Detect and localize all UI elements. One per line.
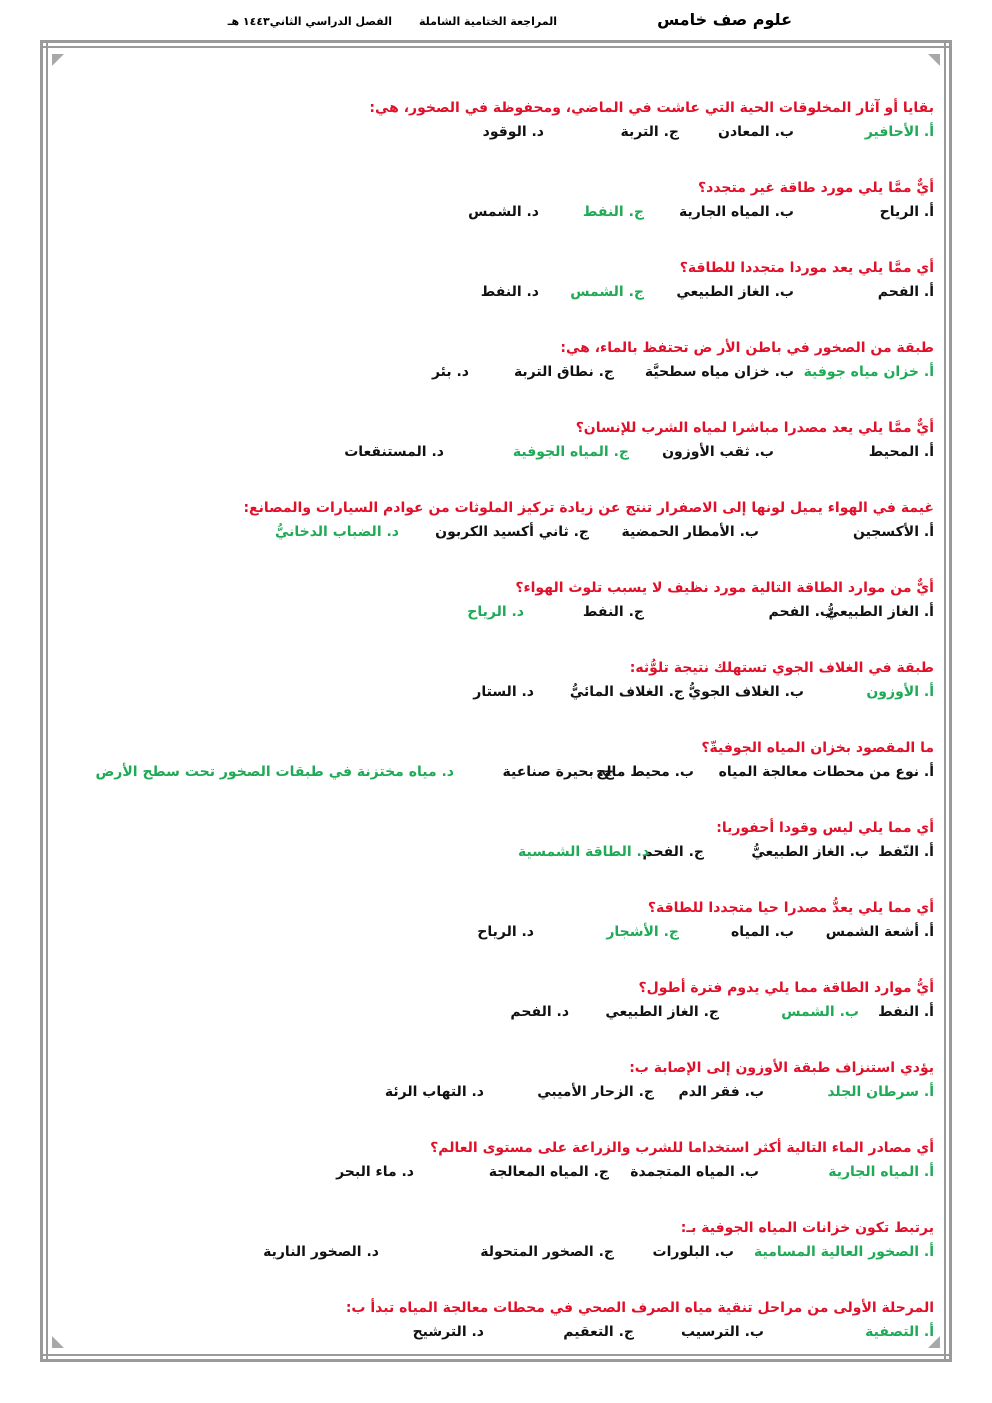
answer-option: د. الستار — [473, 684, 534, 700]
question-item — [54, 340, 934, 420]
correct-answer-option: ج. الأشجار — [606, 924, 679, 940]
question-list — [54, 100, 934, 1380]
answer-option: ب. الأمطار الحمضية — [621, 524, 759, 540]
question-stem: بقايا أو آثار المخلوقات الحية التي عاشت في الماضي، ومحفوظة في الصخور، هي: — [369, 100, 934, 116]
answer-option: ب. المياه الجارية — [678, 204, 794, 220]
answer-option: أ. الفحم — [877, 284, 934, 300]
question-stem: أي مما يلي ليس وقودا أحفوريا: — [716, 820, 934, 836]
answer-option: ج. نطاق التربة — [513, 364, 614, 380]
answer-option: أ. أشعة الشمس — [825, 924, 934, 940]
question-item — [54, 740, 934, 820]
question-stem: يرتبط تكون خزانات المياه الجوفية بـ: — [680, 1220, 934, 1236]
answer-option: ج. الزحار الأميبي — [537, 1084, 654, 1100]
question-item — [54, 1220, 934, 1300]
answer-option: ج. المياه المعالجة — [488, 1164, 609, 1180]
answer-option: ب. خزان مياه سطحيَّة — [644, 364, 794, 380]
correct-answer-option: أ. الصخور العالية المسامية — [753, 1244, 934, 1260]
answer-option: ج. التعقيم — [563, 1324, 634, 1340]
answer-option: د. التهاب الرئة — [384, 1084, 484, 1100]
review-title: المراجعة الختامية الشاملة — [419, 15, 557, 28]
question-item — [54, 100, 934, 180]
question-stem: طبقة من الصخور في باطن الأر ض تحتفظ بالماء، هي: — [560, 340, 934, 356]
answer-option: ب. فقر الدم — [678, 1084, 764, 1100]
border-line — [40, 40, 43, 1362]
answer-option: أ. الغاز الطبيعيُّ — [825, 604, 934, 620]
question-stem: أيٌّ من موارد الطاقة التالية مورد نظيف لا يسبب تلوث الهواء؟ — [515, 580, 934, 596]
correct-answer-option: أ. المياه الجارية — [828, 1164, 934, 1180]
answer-option: د. الترشيح — [412, 1324, 484, 1340]
correct-answer-option: د. الرياح — [467, 604, 524, 620]
answer-option: ج. التربة — [620, 124, 679, 140]
border-line — [40, 46, 952, 48]
question-stem: ما المقصود بخزان المياه الجوفيةّ؟ — [701, 740, 934, 756]
question-item — [54, 260, 934, 340]
question-item — [54, 1140, 934, 1220]
answer-option: ب. المياه المتجمدة — [630, 1164, 759, 1180]
question-item — [54, 820, 934, 900]
term-label: الفصل الدراسي الثاني١٤٤٣ هـ — [227, 15, 392, 28]
answer-option: ب. الغاز الطبيعيُّ — [751, 844, 869, 860]
question-stem: المرحلة الأولى من مراحل تنقية مياه الصرف الصحي في محطات معالجة المياه تبدأ ب: — [345, 1300, 934, 1316]
correct-answer-option: أ. سرطان الجلد — [827, 1084, 934, 1100]
answer-option: د. بئر — [431, 364, 469, 380]
answer-option: د. المستنقعات — [344, 444, 444, 460]
answer-option: ب. محيط مالح — [596, 764, 694, 780]
corner-ornament-icon — [928, 54, 940, 66]
question-stem: غيمة في الهواء يميل لونها إلى الاصفرار تنتج عن زيادة تركيز الملوثات من عوادم السيارات والمصانع: — [243, 500, 934, 516]
question-item — [54, 420, 934, 500]
question-item — [54, 1300, 934, 1380]
correct-answer-option: أ. خزان مياه جوفية — [803, 364, 934, 380]
correct-answer-option: ج. المياه الجوفية — [512, 444, 629, 460]
answer-option: د. النفط — [480, 284, 539, 300]
answer-option: ب. المياه — [731, 924, 794, 940]
correct-answer-option: ب. الشمس — [781, 1004, 859, 1020]
answer-option: د. الفحم — [510, 1004, 569, 1020]
answer-option: أ. الرياح — [879, 204, 934, 220]
corner-ornament-icon — [52, 54, 64, 66]
correct-answer-option: أ. التصفية — [865, 1324, 934, 1340]
question-stem: أي مما يلي يعدُّ مصدرا حيا متجددا للطاقة؟ — [647, 900, 934, 916]
answer-option: ب. الترسيب — [680, 1324, 764, 1340]
correct-answer-option: د. الضباب الدخانيُّ — [274, 524, 399, 540]
answer-option: ب. الغلاف الجويُّ — [688, 684, 804, 700]
border-line — [40, 40, 952, 43]
question-item — [54, 900, 934, 980]
answer-option: د. الرياح — [477, 924, 534, 940]
question-stem: أيٌّ ممَّا يلي مورد طاقة غير متجدد؟ — [698, 180, 934, 196]
correct-answer-option: ج. النفط — [582, 204, 644, 220]
question-stem: يؤدي استنزاف طبقة الأوزون إلى الإصابة ب: — [629, 1060, 934, 1076]
question-item — [54, 660, 934, 740]
correct-answer-option: د. الطاقة الشمسية — [518, 844, 649, 860]
correct-answer-option: د. مياه مختزنة في طبقات الصخور تحت سطح الأرض — [95, 764, 454, 780]
question-stem: أيٌّ ممَّا يلي يعد مصدرا مباشرا لمياه الشرب للإنسان؟ — [575, 420, 934, 436]
answer-option: أ. النفط — [878, 1004, 934, 1020]
answer-option: ج. بحيرة صناعية — [502, 764, 614, 780]
answer-option: ج. الغاز الطبيعي — [605, 1004, 719, 1020]
question-item — [54, 980, 934, 1060]
answer-option: ج. ثاني أكسيد الكربون — [435, 524, 589, 540]
answer-option: أ. الأكسجين — [852, 524, 934, 540]
border-line — [944, 40, 946, 1362]
question-stem: أيُّ موارد الطاقة مما يلي يدوم فترة أطول؟ — [638, 980, 934, 996]
answer-option: ج. النفط — [582, 604, 644, 620]
answer-option: ج. الصخور المتحولة — [480, 1244, 614, 1260]
answer-option: ب. الفحم — [768, 604, 834, 620]
question-stem: طبقة في الغلاف الجوي تستهلك نتيجة تلوُّثه: — [629, 660, 934, 676]
page-header — [40, 10, 952, 36]
answer-option: ب. البلورات — [652, 1244, 734, 1260]
question-item — [54, 500, 934, 580]
question-item — [54, 580, 934, 660]
answer-option: ب. المعادن — [718, 124, 794, 140]
answer-option: ج. الغلاف المائيُّ — [569, 684, 684, 700]
answer-option: ج. الفحم — [642, 844, 704, 860]
question-stem: أي ممَّا يلي يعد موردا متجددا للطاقة؟ — [679, 260, 934, 276]
answer-option: د. الصخور النارية — [263, 1244, 379, 1260]
border-line — [949, 40, 952, 1362]
answer-option: أ. نوع من محطات معالجة المياه — [718, 764, 934, 780]
question-item — [54, 1060, 934, 1140]
answer-option: أ. النّفط — [878, 844, 934, 860]
correct-answer-option: أ. الأوزون — [866, 684, 934, 700]
answer-option: د. الشمس — [468, 204, 539, 220]
question-stem: أي مصادر الماء التالية أكثر استخداما للشرب والزراعة على مستوى العالم؟ — [430, 1140, 934, 1156]
border-line — [46, 40, 48, 1362]
answer-option: ب. ثقب الأوزون — [662, 444, 774, 460]
answer-option: د. الوقود — [482, 124, 544, 140]
correct-answer-option: ج. الشمس — [570, 284, 644, 300]
answer-option: أ. المحيط — [868, 444, 934, 460]
answer-option: ب. الغاز الطبيعي — [676, 284, 794, 300]
subject-title: علوم صف خامس — [657, 10, 792, 29]
question-item — [54, 180, 934, 260]
correct-answer-option: أ. الأحافير — [864, 124, 934, 140]
answer-option: د. ماء البحر — [336, 1164, 414, 1180]
